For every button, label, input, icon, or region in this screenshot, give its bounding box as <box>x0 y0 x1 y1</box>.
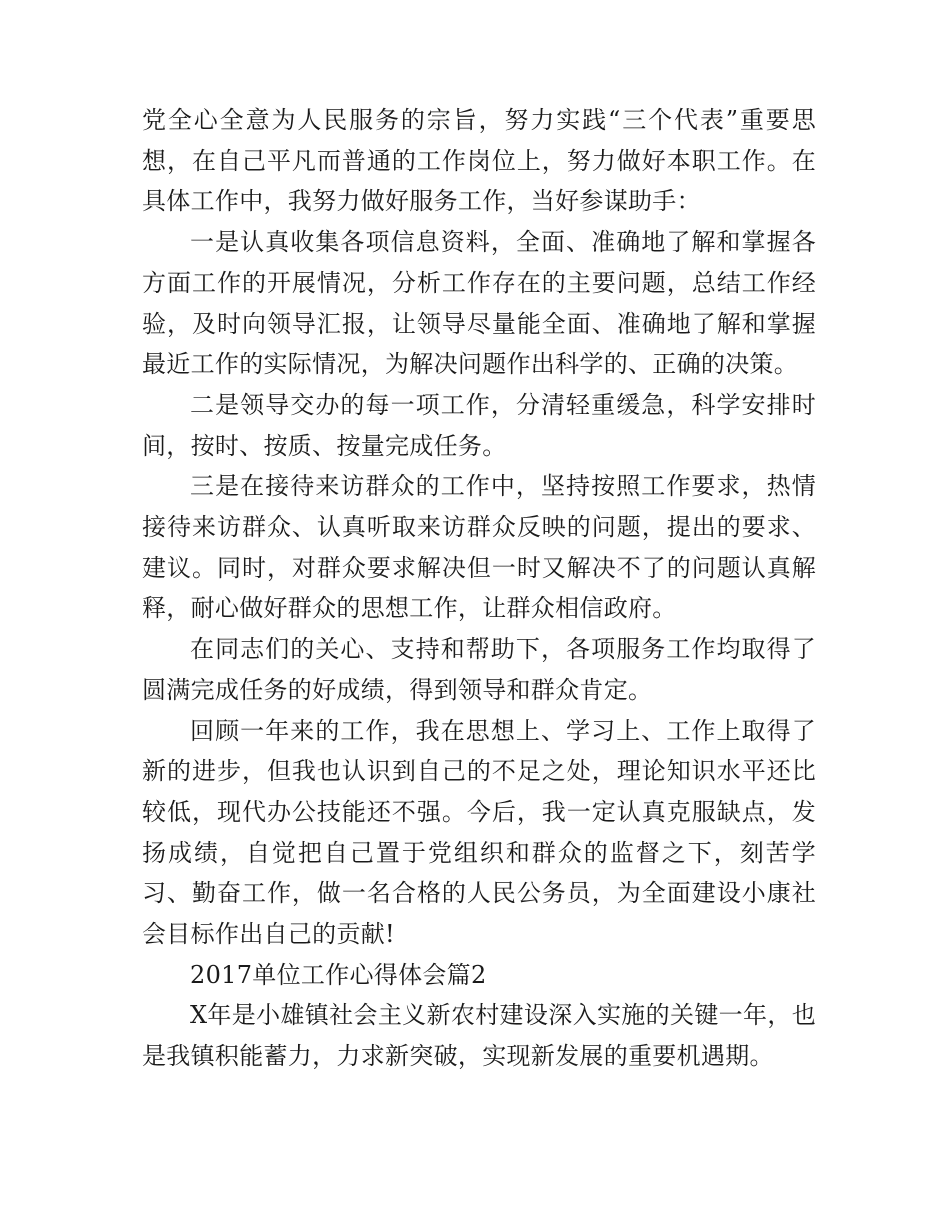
paragraph-section-two-intro: X年是小雄镇社会主义新农村建设深入实施的关键一年，也是我镇积能蓄力，力求新突破，实现新发展的重要机遇期。 <box>142 1001 816 1071</box>
paragraph-intro: 党全心全意为人民服务的宗旨，努力实践“三个代表”重要思想，在自己平凡而普通的工作岗位上，努力做好本职工作。在具体工作中，我努力做好服务工作，当好参谋助手： <box>142 106 816 216</box>
paragraph-review: 回顾一年来的工作，我在思想上、学习上、工作上取得了新的进步，但我也认识到自己的不足之处，理论知识水平还比较低，现代办公技能还不强。今后，我一定认真克服缺点，发扬成绩，自觉把自己置于党组织和群众的监督之下，刻苦学习、勤奋工作，做一名合格的人民公务员，为全面建设小康社会目标作出自己的贡献! <box>142 716 816 949</box>
paragraph-achievement: 在同志们的关心、支持和帮助下，各项服务工作均取得了圆满完成任务的好成绩，得到领导和群众肯定。 <box>142 635 816 704</box>
section-heading: 2017单位工作心得体会篇2 <box>190 960 487 989</box>
paragraph-point-two: 二是领导交办的每一项工作，分清轻重缓急，科学安排时间，按时、按质、按量完成任务。 <box>142 390 816 460</box>
document-body <box>142 100 816 1077</box>
paragraph-point-one: 一是认真收集各项信息资料，全面、准确地了解和掌握各方面工作的开展情况，分析工作存在的主要问题，总结工作经验，及时向领导汇报，让领导尽量能全面、准确地了解和掌握最近工作的实际情况，为解决问题作出科学的、正确的决策。 <box>142 228 816 379</box>
paragraph-point-three: 三是在接待来访群众的工作中，坚持按照工作要求，热情接待来访群众、认真听取来访群众反映的问题，提出的要求、建议。同时，对群众要求解决但一时又解决不了的问题认真解释，耐心做好群众的思想工作，让群众相信政府。 <box>142 472 816 623</box>
